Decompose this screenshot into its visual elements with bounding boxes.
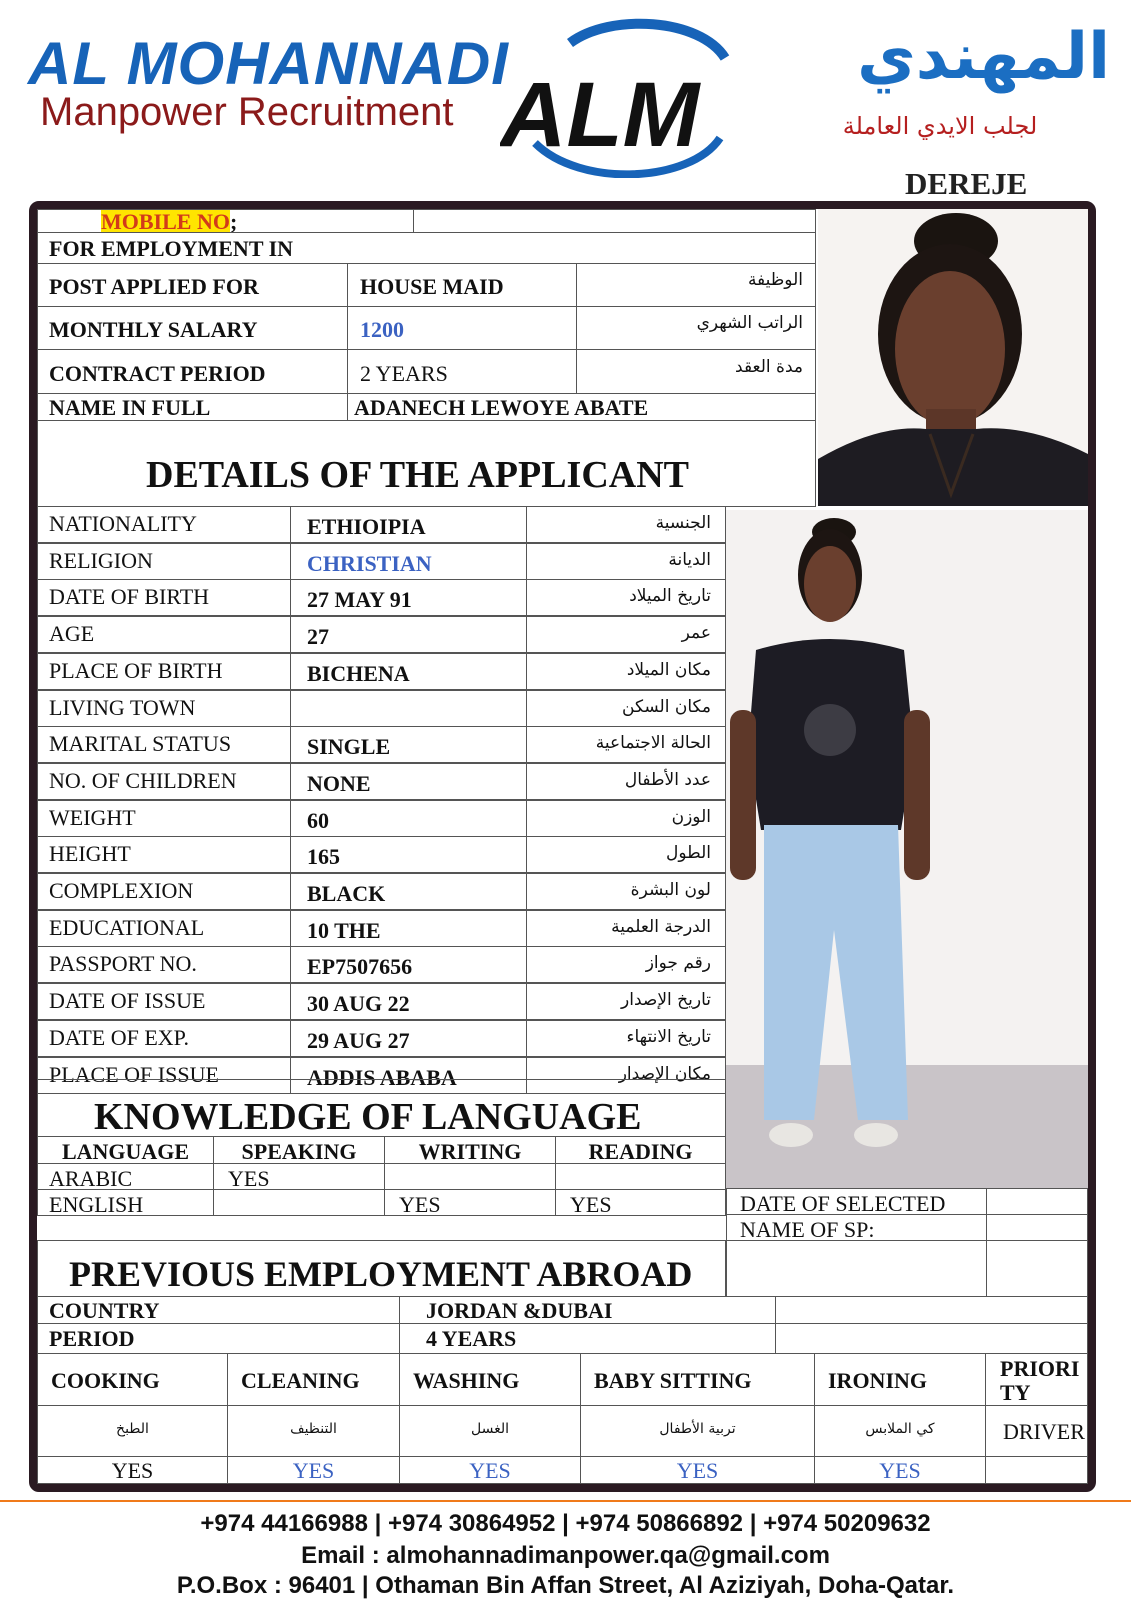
detail-value: 30 AUG 22 <box>307 991 410 1017</box>
brand-subtitle: Manpower Recruitment <box>40 90 454 134</box>
top-row-label-cell <box>37 306 348 350</box>
period-value-cell <box>399 1323 776 1354</box>
detail-value-cell <box>290 946 527 983</box>
skill-header-cell <box>399 1353 581 1406</box>
details-title-cell <box>37 420 816 507</box>
skill-arabic: الغسل <box>470 1421 509 1437</box>
agent-name: DEREJE <box>905 166 1028 201</box>
language-header: LANGUAGE <box>61 1139 190 1164</box>
detail-label-cell <box>37 800 291 837</box>
brand-name-english: AL MOHANNADI <box>28 30 509 97</box>
detail-value-cell <box>290 579 527 616</box>
language-value: ENGLISH <box>49 1192 144 1216</box>
detail-arabic-cell <box>526 1020 726 1057</box>
details-title: DETAILS OF THE APPLICANT <box>146 454 690 496</box>
detail-value: 10 THE <box>307 917 381 943</box>
language-cell <box>555 1189 726 1216</box>
skill-header-cell <box>580 1353 815 1406</box>
detail-value: 60 <box>307 807 329 833</box>
detail-arabic: تاريخ الانتهاء <box>626 1026 711 1047</box>
skill-header: COOKING <box>51 1368 160 1393</box>
date-selected-cell <box>726 1188 987 1215</box>
logo-text: ALM <box>500 64 700 166</box>
priority-header-line1: PRIORI <box>1000 1356 1080 1381</box>
detail-arabic: تاريخ الإصدار <box>621 990 711 1011</box>
previous-title: PREVIOUS EMPLOYMENT ABROAD <box>69 1254 693 1294</box>
skill-value: YES <box>879 1458 921 1483</box>
detail-arabic-cell <box>526 800 726 837</box>
name-label: NAME IN FULL <box>49 395 211 420</box>
language-cell <box>555 1163 726 1190</box>
date-selected-value-cell <box>986 1188 1088 1215</box>
detail-arabic-cell <box>526 726 726 763</box>
detail-value: SINGLE <box>307 734 391 760</box>
detail-arabic-cell <box>526 946 726 983</box>
detail-value: ETHIOIPIA <box>307 514 426 539</box>
detail-label-cell <box>37 653 291 690</box>
priority-value: DRIVER <box>1003 1419 1085 1444</box>
detail-label: PASSPORT NO. <box>49 951 197 977</box>
detail-arabic: لون البشرة <box>630 880 711 900</box>
skill-arabic: التنظيف <box>290 1421 337 1437</box>
language-cell <box>213 1189 385 1216</box>
name-sp-value-cell <box>986 1214 1088 1241</box>
language-value: YES <box>399 1192 441 1216</box>
skill-value: YES <box>469 1458 511 1483</box>
language-title: KNOWLEDGE OF LANGUAGE <box>94 1096 642 1137</box>
skill-arabic: تربية الأطفال <box>659 1421 736 1437</box>
top-row-label-cell <box>37 349 348 394</box>
skill-arabic: الطبخ <box>116 1421 149 1437</box>
skill-value-cell <box>580 1456 815 1484</box>
period-value: 4 YEARS <box>426 1326 517 1351</box>
detail-label: PLACE OF ISSUE <box>49 1061 219 1087</box>
detail-value-cell <box>290 873 527 910</box>
date-selected-label: DATE OF SELECTED <box>740 1191 946 1215</box>
detail-value: EP7507656 <box>307 954 413 980</box>
detail-arabic: عمر <box>681 623 711 644</box>
country-extra-cell <box>775 1296 1088 1324</box>
detail-arabic: مكان الإصدار <box>618 1063 711 1084</box>
detail-label: LIVING TOWN <box>49 694 196 720</box>
detail-arabic: رقم جواز <box>645 953 711 974</box>
detail-arabic: مكان السكن <box>622 696 711 717</box>
skill-header: WASHING <box>413 1368 520 1393</box>
brand-name-arabic: المهندي <box>857 20 1110 94</box>
top-row-arabic: الوظيفة <box>747 270 803 290</box>
detail-arabic: الطول <box>666 843 711 864</box>
language-title-cell <box>37 1079 726 1137</box>
mobile-cell <box>37 209 414 233</box>
detail-value-cell <box>290 653 527 690</box>
mobile-suffix: ; <box>229 209 238 233</box>
detail-value-cell <box>290 800 527 837</box>
detail-label-cell <box>37 726 291 763</box>
priority-header-cell <box>985 1353 1088 1406</box>
alm-logo <box>500 18 735 178</box>
skill-value: YES <box>676 1458 719 1483</box>
name-sp-cell <box>726 1214 987 1241</box>
detail-arabic: تاريخ الميلاد <box>629 586 711 607</box>
detail-arabic: الحالة الاجتماعية <box>595 733 711 754</box>
detail-value: BICHENA <box>307 660 410 686</box>
mobile-label: MOBILE NO <box>101 209 230 233</box>
skill-header-cell <box>814 1353 986 1406</box>
language-cell <box>384 1163 556 1190</box>
detail-value: 29 AUG 27 <box>307 1027 410 1053</box>
skill-value: YES <box>111 1458 154 1483</box>
detail-label: HEIGHT <box>49 841 131 867</box>
detail-label-cell <box>37 1020 291 1057</box>
detail-arabic: الديانة <box>668 549 711 570</box>
language-header-cell <box>384 1136 556 1164</box>
detail-label: MARITAL STATUS <box>49 731 232 757</box>
footer-phones: +974 44166988 | +974 30864952 | +974 50866892 | +974 50209632 <box>200 1510 931 1537</box>
skill-value-cell <box>37 1456 228 1484</box>
skill-arabic-cell <box>399 1405 581 1457</box>
detail-label: AGE <box>49 621 95 647</box>
language-header-cell <box>37 1136 214 1164</box>
detail-arabic-cell <box>526 653 726 690</box>
skill-header: IRONING <box>828 1368 928 1393</box>
detail-value-cell <box>290 910 527 947</box>
employment-cell <box>37 232 816 264</box>
detail-value: CHRISTIAN <box>307 550 432 576</box>
top-row-value: 2 YEARS <box>360 360 448 386</box>
top-row-arabic: الراتب الشهري <box>696 313 803 333</box>
detail-label: NATIONALITY <box>49 511 197 536</box>
detail-arabic: الدرجة العلمية <box>611 916 711 937</box>
brand-subtitle-arabic: لجلب الايدي العاملة <box>842 112 1038 140</box>
detail-arabic-cell <box>526 873 726 910</box>
period-extra-cell <box>775 1323 1088 1354</box>
language-header-cell <box>213 1136 385 1164</box>
detail-arabic: الجنسية <box>655 513 711 533</box>
detail-arabic-cell <box>526 543 726 580</box>
priority-value-cell <box>985 1405 1088 1457</box>
detail-value-cell <box>290 763 527 800</box>
detail-value: 165 <box>307 844 340 870</box>
employment-label: FOR EMPLOYMENT IN <box>49 236 294 261</box>
detail-value: 27 MAY 91 <box>307 587 412 613</box>
skill-value-cell <box>399 1456 581 1484</box>
detail-label: DATE OF EXP. <box>49 1024 189 1050</box>
period-label-cell <box>37 1323 400 1354</box>
detail-value-cell <box>290 983 527 1020</box>
country-value-cell <box>399 1296 776 1324</box>
language-value: YES <box>570 1192 612 1216</box>
name-sp-label: NAME OF SP: <box>740 1217 875 1241</box>
detail-value: NONE <box>307 770 371 796</box>
skill-header: CLEANING <box>241 1368 360 1393</box>
top-row-arabic-cell <box>576 263 816 307</box>
skill-value-cell <box>227 1456 400 1484</box>
previous-title-cell <box>37 1240 726 1297</box>
language-cell <box>213 1163 385 1190</box>
detail-arabic: الوزن <box>671 806 711 827</box>
skill-arabic-cell <box>37 1405 228 1457</box>
top-row-arabic-cell <box>576 306 816 350</box>
top-row-value-cell <box>347 306 577 350</box>
name-value: ADANECH LEWOYE ABATE <box>354 395 649 420</box>
detail-label: NO. OF CHILDREN <box>49 767 237 793</box>
detail-label: RELIGION <box>49 547 153 573</box>
detail-value-cell <box>290 543 527 580</box>
language-header: WRITING <box>418 1139 522 1164</box>
priority-empty-cell <box>985 1456 1088 1484</box>
footer-email: Email : almohannadimanpower.qa@gmail.com <box>301 1542 830 1569</box>
detail-label-cell <box>37 616 291 653</box>
top-row-label-cell <box>37 263 348 307</box>
detail-label-cell <box>37 983 291 1020</box>
footer-address: P.O.Box : 96401 | Othaman Bin Affan Street, Al Aziziyah, Doha-Qatar. <box>176 1572 955 1599</box>
priority-header-line2: TY <box>1000 1380 1031 1405</box>
top-row-arabic: مدة العقد <box>735 356 803 377</box>
skill-arabic: كي الملابس <box>865 1421 935 1437</box>
detail-value-cell <box>290 726 527 763</box>
period-label: PERIOD <box>49 1326 135 1351</box>
detail-label-cell <box>37 506 291 543</box>
detail-arabic-cell <box>526 506 726 543</box>
language-value: ARABIC <box>49 1166 133 1190</box>
detail-arabic-cell <box>526 579 726 616</box>
skill-header-cell <box>37 1353 228 1406</box>
detail-arabic: مكان الميلاد <box>626 659 711 680</box>
skill-header: BABY SITTING <box>594 1368 752 1393</box>
skill-value-cell <box>814 1456 986 1484</box>
detail-value: BLACK <box>307 881 386 906</box>
detail-arabic-cell <box>526 616 726 653</box>
detail-label: DATE OF BIRTH <box>49 584 210 610</box>
detail-value-cell <box>290 1020 527 1057</box>
language-cell <box>37 1163 214 1190</box>
detail-label-cell <box>37 836 291 873</box>
country-label: COUNTRY <box>49 1298 160 1323</box>
skill-header-cell <box>227 1353 400 1406</box>
detail-label-cell <box>37 910 291 947</box>
top-row-label: MONTHLY SALARY <box>49 317 258 342</box>
detail-label-cell <box>37 763 291 800</box>
skill-arabic-cell <box>814 1405 986 1457</box>
language-header-cell <box>555 1136 726 1164</box>
previous-side-cell-2 <box>986 1240 1088 1297</box>
detail-label-cell <box>37 579 291 616</box>
detail-label: COMPLEXION <box>49 878 194 903</box>
previous-side-cell <box>726 1240 987 1297</box>
detail-arabic: عدد الأطفال <box>624 769 711 790</box>
mobile-value-cell <box>413 209 816 233</box>
detail-label: EDUCATIONAL <box>49 914 205 940</box>
language-header: READING <box>588 1139 693 1164</box>
name-value-cell <box>347 393 816 421</box>
detail-label-cell <box>37 946 291 983</box>
detail-arabic-cell <box>526 836 726 873</box>
detail-label-cell <box>37 690 291 727</box>
top-row-value-cell <box>347 349 577 394</box>
language-cell <box>384 1189 556 1216</box>
detail-label: DATE OF ISSUE <box>49 988 206 1014</box>
language-value: YES <box>228 1166 270 1190</box>
detail-arabic-cell <box>526 690 726 727</box>
top-row-value-cell <box>347 263 577 307</box>
detail-arabic-cell <box>526 910 726 947</box>
detail-value-cell <box>290 836 527 873</box>
applicant-full-body-photo <box>726 510 1088 1188</box>
detail-value-cell <box>290 690 527 727</box>
detail-value-cell <box>290 616 527 653</box>
language-cell <box>37 1189 214 1216</box>
top-row-label: CONTRACT PERIOD <box>49 360 266 386</box>
detail-label-cell <box>37 543 291 580</box>
detail-arabic-cell <box>526 763 726 800</box>
detail-label: WEIGHT <box>49 804 136 830</box>
skill-arabic-cell <box>227 1405 400 1457</box>
top-row-arabic-cell <box>576 349 816 394</box>
country-value: JORDAN &DUBAI <box>426 1298 613 1323</box>
skill-arabic-cell <box>580 1405 815 1457</box>
detail-value: 27 <box>307 624 329 650</box>
skill-value: YES <box>292 1458 335 1483</box>
detail-value-cell <box>290 506 527 543</box>
language-header: SPEAKING <box>241 1139 357 1164</box>
footer-divider <box>0 1500 1131 1502</box>
top-row-value: HOUSE MAID <box>360 274 504 299</box>
top-row-value: 1200 <box>360 317 404 342</box>
top-row-label: POST APPLIED FOR <box>49 274 259 299</box>
detail-arabic-cell <box>526 983 726 1020</box>
detail-label-cell <box>37 873 291 910</box>
applicant-portrait-photo <box>818 209 1088 506</box>
country-label-cell <box>37 1296 400 1324</box>
name-label-cell <box>37 393 348 421</box>
detail-label: PLACE OF BIRTH <box>49 657 223 683</box>
detail-value: ADDIS ABABA <box>307 1064 457 1090</box>
